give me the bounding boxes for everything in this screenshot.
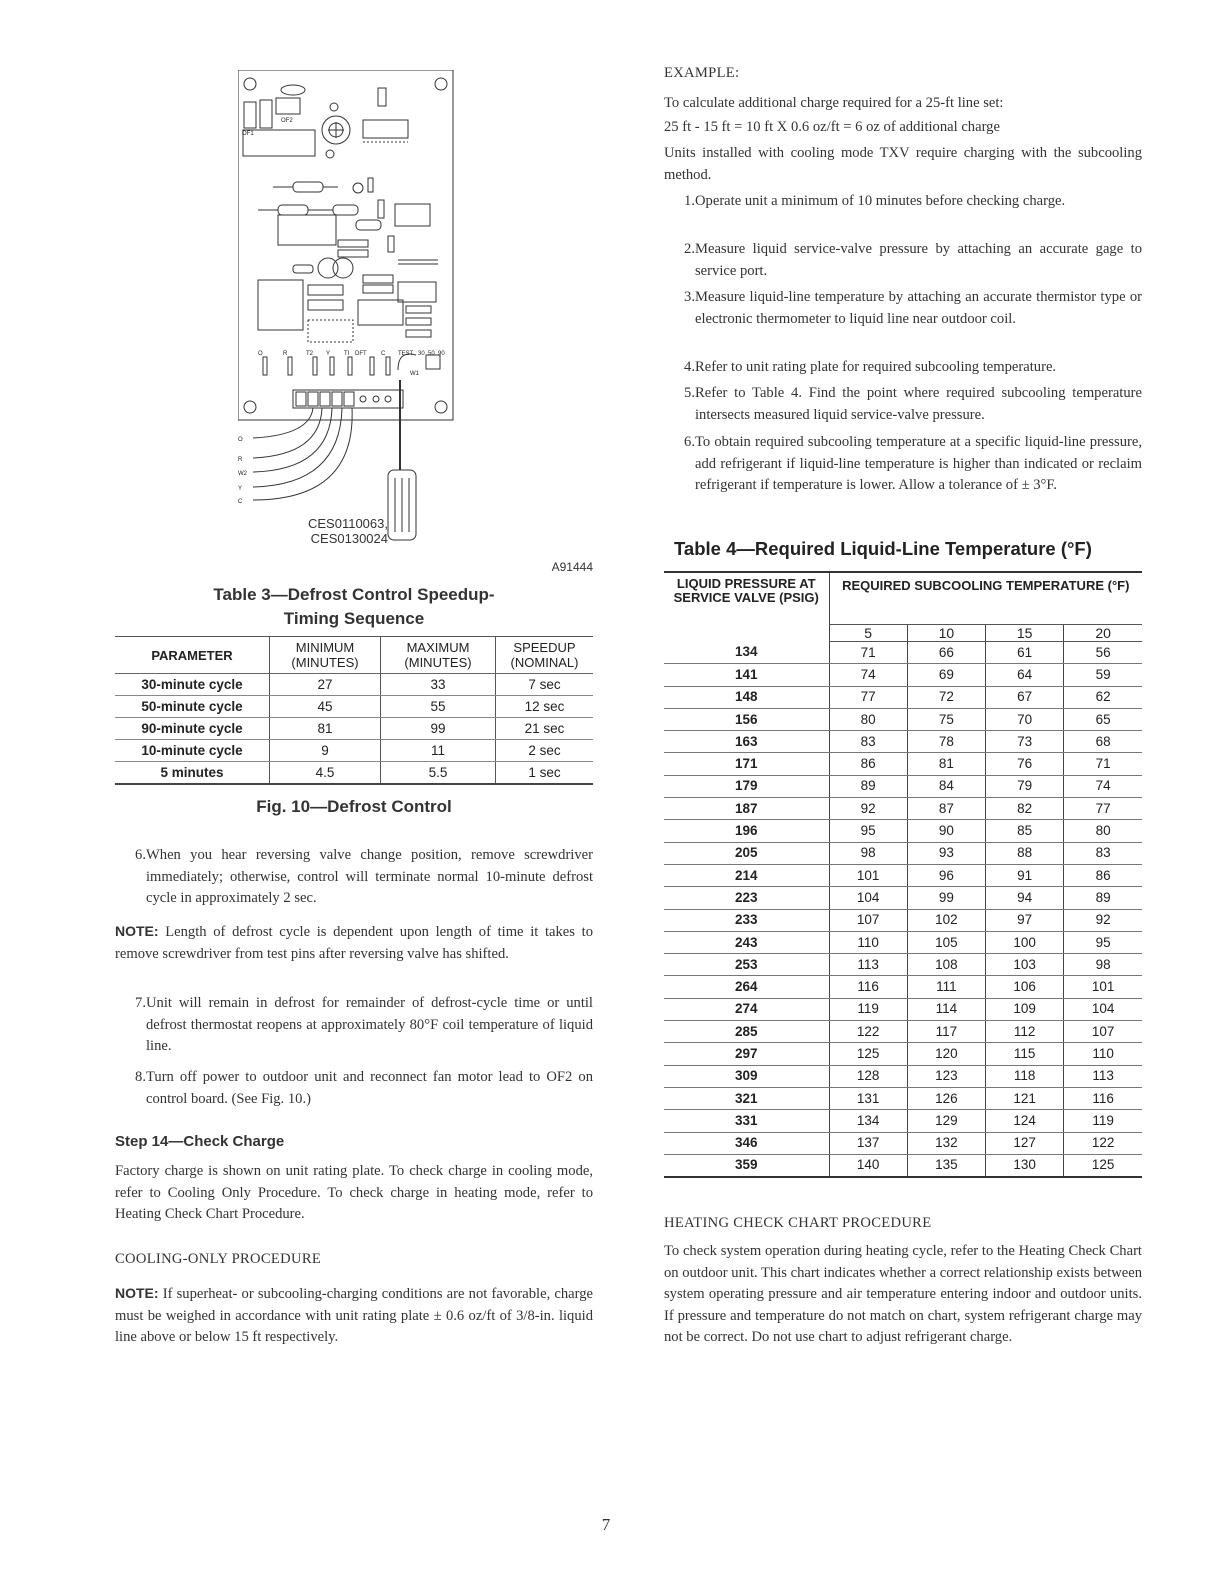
label-of1: OF1	[242, 131, 254, 137]
temperature-cell: 83	[829, 731, 907, 753]
temperature-cell: 134	[829, 1110, 907, 1132]
temperature-cell: 119	[829, 998, 907, 1020]
charge-step-4	[664, 357, 1142, 379]
pressure-cell: 179	[664, 775, 829, 797]
temperature-cell: 123	[907, 1065, 985, 1087]
temperature-cell: 120	[907, 1043, 985, 1065]
temperature-cell: 98	[1064, 954, 1142, 976]
temperature-cell: 114	[907, 998, 985, 1020]
temperature-cell: 81	[907, 753, 985, 775]
table-row	[664, 664, 1142, 686]
table-row	[115, 696, 593, 718]
temperature-cell: 67	[986, 686, 1064, 708]
note-charging	[115, 1283, 593, 1349]
page-number: 7	[601, 1515, 611, 1534]
terminal-label: 90	[438, 351, 445, 357]
step-number: 5.	[684, 385, 695, 401]
temperature-cell: 107	[829, 909, 907, 931]
temperature-cell: 137	[829, 1132, 907, 1154]
temperature-cell: 79	[986, 775, 1064, 797]
table-cell: 9	[270, 740, 381, 762]
charge-step-3	[664, 287, 1142, 330]
step-text: Refer to Table 4. Find the point where required subcooling temperature intersects measured liquid service-valve pressure.	[695, 385, 1142, 423]
note-text: If superheat- or subcooling-charging conditions are not favorable, charge must be weighed in accordance with unit rating plate ± 0.6 oz/ft of 3/8-in. liquid line above or below 15 ft respectively.	[115, 1286, 593, 1345]
table3-defrost-timing	[115, 636, 593, 785]
table-row	[664, 887, 1142, 909]
note-label: NOTE:	[115, 923, 159, 939]
table3-header: MAXIMUM (MINUTES)	[381, 637, 496, 674]
terminal-label: DFT	[355, 351, 367, 357]
pressure-cell: 205	[664, 842, 829, 864]
terminal-label: TEST	[398, 351, 414, 357]
step-7	[115, 993, 593, 1058]
ic-chip-2	[395, 204, 430, 226]
temperature-cell: 128	[829, 1065, 907, 1087]
temperature-cell: 132	[907, 1132, 985, 1154]
temperature-cell: 82	[986, 798, 1064, 820]
temperature-cell: 92	[829, 798, 907, 820]
temperature-cell: 106	[986, 976, 1064, 998]
temperature-cell: 89	[1064, 887, 1142, 909]
table-row	[664, 1043, 1142, 1065]
table4-header-subcooling: REQUIRED SUBCOOLING TEMPERATURE (°F)	[829, 572, 1142, 625]
fuse	[378, 88, 386, 106]
table-row	[115, 762, 593, 785]
temperature-cell: 116	[829, 976, 907, 998]
temperature-cell: 98	[829, 842, 907, 864]
pressure-cell: 243	[664, 931, 829, 953]
temperature-cell: 90	[907, 820, 985, 842]
charge-step-1	[664, 191, 1142, 213]
temperature-cell: 100	[986, 931, 1064, 953]
relay-body	[260, 100, 272, 128]
temperature-cell: 121	[986, 1087, 1064, 1109]
table-row	[664, 820, 1142, 842]
pressure-cell: 297	[664, 1043, 829, 1065]
table-row	[664, 775, 1142, 797]
temperature-cell: 96	[907, 864, 985, 886]
step-number: 1.	[684, 193, 695, 209]
table4-header-row	[664, 572, 1142, 625]
terminal-strip	[293, 390, 403, 408]
terminal-label: Y	[326, 351, 331, 357]
charge-step-5	[664, 383, 1142, 426]
temperature-cell: 108	[907, 954, 985, 976]
table-cell: 81	[270, 718, 381, 740]
subcool-value: 15	[986, 625, 1064, 642]
terminal-label: 50	[428, 351, 435, 357]
table-cell: 33	[381, 674, 496, 696]
wire-label: O	[238, 437, 243, 443]
temperature-cell: 76	[986, 753, 1064, 775]
ic-chip-3	[398, 282, 436, 302]
temperature-cell: 87	[907, 798, 985, 820]
pressure-cell: 331	[664, 1110, 829, 1132]
temperature-cell: 97	[986, 909, 1064, 931]
temperature-cell: 112	[986, 1021, 1064, 1043]
table-cell: 27	[270, 674, 381, 696]
temperature-cell: 74	[1064, 775, 1142, 797]
table3-title	[115, 583, 593, 631]
step-text: When you hear reversing valve change position, remove screwdriver immediately; otherwise, control will terminate normal 10-minute defrost cycle in approximately 2 sec.	[146, 847, 593, 906]
temperature-cell: 113	[1064, 1065, 1142, 1087]
charge-step-6	[664, 432, 1142, 497]
table-cell: 45	[270, 696, 381, 718]
temperature-cell: 93	[907, 842, 985, 864]
wire-label: C	[238, 499, 243, 505]
temperature-cell: 66	[907, 642, 985, 664]
temperature-cell: 62	[1064, 686, 1142, 708]
temperature-cell: 74	[829, 664, 907, 686]
table-cell: 10-minute cycle	[115, 740, 270, 762]
temperature-cell: 68	[1064, 731, 1142, 753]
temperature-cell: 61	[986, 642, 1064, 664]
step-text: To obtain required subcooling temperature at a specific liquid-line pressure, add refrigerant if liquid-line temperature is higher than indicated or reclaim refrigerant if temperature is lower. Allow a tolerance of ± 3°F.	[695, 434, 1142, 493]
terminal-label: T2	[306, 351, 314, 357]
step-6	[115, 845, 593, 910]
temperature-cell: 122	[1064, 1132, 1142, 1154]
temperature-cell: 130	[986, 1154, 1064, 1177]
relay-block	[243, 130, 315, 156]
temperature-cell: 115	[986, 1043, 1064, 1065]
temperature-cell: 85	[986, 820, 1064, 842]
pressure-cell: 196	[664, 820, 829, 842]
temperature-cell: 86	[1064, 864, 1142, 886]
temperature-cell: 119	[1064, 1110, 1142, 1132]
temperature-cell: 110	[829, 931, 907, 953]
table-cell: 55	[381, 696, 496, 718]
table-cell: 11	[381, 740, 496, 762]
example-heading: EXAMPLE:	[664, 65, 740, 81]
temperature-cell: 84	[907, 775, 985, 797]
temperature-cell: 103	[986, 954, 1064, 976]
subcool-value: 20	[1064, 625, 1142, 642]
temperature-cell: 78	[907, 731, 985, 753]
pressure-cell: 187	[664, 798, 829, 820]
temperature-cell: 140	[829, 1154, 907, 1177]
mounting-hole	[244, 78, 256, 90]
table-cell: 99	[381, 718, 496, 740]
temperature-cell: 118	[986, 1065, 1064, 1087]
terminal-label: TI	[344, 351, 350, 357]
temperature-cell: 59	[1064, 664, 1142, 686]
temperature-cell: 107	[1064, 1021, 1142, 1043]
table-row	[664, 864, 1142, 886]
temperature-cell: 109	[986, 998, 1064, 1020]
table4-title: Table 4—Required Liquid-Line Temperature (°F)	[674, 538, 1092, 559]
temperature-cell: 73	[986, 731, 1064, 753]
temperature-cell: 127	[986, 1132, 1064, 1154]
table-row	[664, 842, 1142, 864]
temperature-cell: 101	[1064, 976, 1142, 998]
table-row	[664, 731, 1142, 753]
step-text: Refer to unit rating plate for required subcooling temperature.	[695, 359, 1057, 375]
pressure-cell: 156	[664, 708, 829, 730]
pressure-cell: 253	[664, 954, 829, 976]
temperature-cell: 101	[829, 864, 907, 886]
transformer	[258, 280, 303, 330]
pressure-cell: 285	[664, 1021, 829, 1043]
temperature-cell: 104	[1064, 998, 1142, 1020]
table-row	[664, 642, 1142, 664]
table3-title-line1: Table 3—Defrost Control Speedup-	[213, 585, 495, 604]
temperature-cell: 75	[907, 708, 985, 730]
step14-text: Factory charge is shown on unit rating plate. To check charge in cooling mode, refer to Cooling Only Procedure. To check charge in heating mode, refer to Heating Check Chart Procedure.	[115, 1163, 593, 1222]
table-row	[664, 976, 1142, 998]
pressure-cell: 233	[664, 909, 829, 931]
pressure-cell: 134	[664, 642, 829, 664]
pressure-cell: 223	[664, 887, 829, 909]
temperature-cell: 56	[1064, 642, 1142, 664]
cooling-only-heading: COOLING-ONLY PROCEDURE	[115, 1251, 322, 1267]
pressure-cell: 163	[664, 731, 829, 753]
temperature-cell: 105	[907, 931, 985, 953]
table-row	[115, 718, 593, 740]
temperature-cell: 99	[907, 887, 985, 909]
pressure-cell: 274	[664, 998, 829, 1020]
table-row	[664, 1154, 1142, 1177]
table3-title-line2: Timing Sequence	[283, 609, 425, 628]
temperature-cell: 124	[986, 1110, 1064, 1132]
temperature-cell: 104	[829, 887, 907, 909]
wire-o	[253, 408, 313, 438]
table-cell: 50-minute cycle	[115, 696, 270, 718]
example-line-1: To calculate additional charge required for a 25-ft line set:	[664, 95, 1004, 111]
table-cell: 5 minutes	[115, 762, 270, 785]
terminal-label: O	[258, 351, 263, 357]
table-row	[115, 740, 593, 762]
table-cell: 5.5	[381, 762, 496, 785]
temperature-cell: 88	[986, 842, 1064, 864]
step-text: Unit will remain in defrost for remainder of defrost-cycle time or until defrost thermostat reopens at approximately 80°F coil temperature of liquid line.	[146, 995, 593, 1054]
pressure-cell: 141	[664, 664, 829, 686]
terminal-label: 30	[418, 351, 425, 357]
label-w1: W1	[410, 371, 419, 377]
step14-heading: Step 14—Check Charge	[115, 1133, 285, 1150]
temperature-cell: 135	[907, 1154, 985, 1177]
temperature-cell: 95	[829, 820, 907, 842]
relay-of1	[244, 102, 256, 128]
temperature-cell: 89	[829, 775, 907, 797]
temperature-cell: 71	[1064, 753, 1142, 775]
table-row	[664, 1087, 1142, 1109]
pressure-cell: 264	[664, 976, 829, 998]
relay-of2	[276, 98, 300, 114]
step-text: Measure liquid service-valve pressure by attaching an accurate gage to service port.	[695, 241, 1142, 279]
table-cell: 90-minute cycle	[115, 718, 270, 740]
charge-step-2	[664, 239, 1142, 282]
temperature-cell: 125	[829, 1043, 907, 1065]
pressure-cell: 321	[664, 1087, 829, 1109]
heating-check-text: To check system operation during heating cycle, refer to the Heating Check Chart on outdoor unit. This chart indicates whether a correct relationship exists between system operating pressure and air temperature entering indoor and outdoor units. If pressure and temperature do not match on chart, system refrigerant charge may not be correct. Do not use chart to adjust refrigerant charge.	[664, 1243, 1142, 1345]
note-text: Length of defrost cycle is dependent upon length of time it takes to remove screwdriver from test pins after reversing valve has shifted.	[115, 924, 593, 962]
table-row	[664, 753, 1142, 775]
note-label: NOTE:	[115, 1285, 159, 1301]
pressure-cell: 171	[664, 753, 829, 775]
table4-header-pressure: LIQUID PRESSURE AT SERVICE VALVE (PSIG)	[673, 576, 819, 605]
temperature-cell: 131	[829, 1087, 907, 1109]
pressure-cell: 346	[664, 1132, 829, 1154]
step-8	[115, 1067, 593, 1110]
step-text: Turn off power to outdoor unit and reconnect fan motor lead to OF2 on control board. (See Fig. 10.)	[146, 1069, 593, 1107]
label-of2: OF2	[281, 118, 293, 124]
temperature-cell: 64	[986, 664, 1064, 686]
table-cell: 7 sec	[496, 674, 594, 696]
step-number: 3.	[684, 289, 695, 305]
table-row	[664, 931, 1142, 953]
table4-body	[664, 642, 1142, 1178]
figure-code: A91444	[551, 560, 593, 574]
temperature-cell: 110	[1064, 1043, 1142, 1065]
step-number: 4.	[684, 359, 695, 375]
temperature-cell: 95	[1064, 931, 1142, 953]
step-number: 8.	[135, 1069, 146, 1085]
table-row	[115, 674, 593, 696]
mounting-hole	[435, 78, 447, 90]
table-row	[664, 798, 1142, 820]
temperature-cell: 77	[829, 686, 907, 708]
part-number-1: CES0110063,	[308, 516, 388, 531]
temperature-cell: 111	[907, 976, 985, 998]
wire-label: Y	[238, 486, 243, 492]
temperature-cell: 117	[907, 1021, 985, 1043]
temperature-cell: 125	[1064, 1154, 1142, 1177]
board-outline	[238, 70, 453, 420]
step-number: 6.	[684, 434, 695, 450]
step-text: Operate unit a minimum of 10 minutes before checking charge.	[695, 193, 1066, 209]
table4-liquid-line-temperature	[664, 571, 1142, 1178]
table3-header: MINIMUM (MINUTES)	[270, 637, 381, 674]
table-row	[664, 708, 1142, 730]
step-number: 2.	[684, 241, 695, 257]
mounting-hole	[435, 401, 447, 413]
temperature-cell: 126	[907, 1087, 985, 1109]
pressure-cell: 148	[664, 686, 829, 708]
note-defrost-length	[115, 921, 593, 965]
step-text: Measure liquid-line temperature by attaching an accurate thermistor type or electronic thermometer to liquid line near outdoor coil.	[695, 289, 1142, 327]
temperature-cell: 77	[1064, 798, 1142, 820]
table3-header: PARAMETER	[115, 637, 270, 674]
temperature-cell: 116	[1064, 1087, 1142, 1109]
table-cell: 21 sec	[496, 718, 594, 740]
step-number: 6.	[135, 847, 146, 863]
pressure-cell: 359	[664, 1154, 829, 1177]
table3-header-row	[115, 637, 593, 674]
heating-check-heading: HEATING CHECK CHART PROCEDURE	[664, 1215, 932, 1231]
table-row	[664, 1065, 1142, 1087]
table-row	[664, 686, 1142, 708]
part-number-2: CES0130024	[310, 531, 388, 546]
temperature-cell: 122	[829, 1021, 907, 1043]
capacitor	[281, 85, 305, 95]
table-cell: 1 sec	[496, 762, 594, 785]
temperature-cell: 94	[986, 887, 1064, 909]
txv-text: Units installed with cooling mode TXV require charging with the subcooling method.	[664, 145, 1142, 183]
defrost-control-board-diagram	[238, 70, 593, 550]
mounting-hole	[244, 401, 256, 413]
temperature-cell: 80	[1064, 820, 1142, 842]
table-row	[664, 1110, 1142, 1132]
ic-chip	[363, 120, 408, 138]
table-row	[664, 1021, 1142, 1043]
temperature-cell: 72	[907, 686, 985, 708]
temperature-cell: 70	[986, 708, 1064, 730]
table-row	[664, 909, 1142, 931]
table-row	[664, 998, 1142, 1020]
table-cell: 2 sec	[496, 740, 594, 762]
pressure-cell: 309	[664, 1065, 829, 1087]
temperature-cell: 129	[907, 1110, 985, 1132]
table-row	[664, 1132, 1142, 1154]
temperature-cell: 92	[1064, 909, 1142, 931]
terminal-label: C	[381, 351, 386, 357]
table-cell: 30-minute cycle	[115, 674, 270, 696]
terminal-label: R	[283, 351, 288, 357]
temperature-cell: 86	[829, 753, 907, 775]
temperature-cell: 102	[907, 909, 985, 931]
temperature-cell: 71	[829, 642, 907, 664]
subcool-value: 10	[907, 625, 985, 642]
wire-label: W2	[238, 471, 247, 477]
figure-caption: Fig. 10—Defrost Control	[256, 797, 452, 816]
table-cell: 12 sec	[496, 696, 594, 718]
subcool-value: 5	[829, 625, 907, 642]
temperature-cell: 80	[829, 708, 907, 730]
wire-w2	[253, 408, 332, 472]
step-number: 7.	[135, 995, 146, 1011]
table-row	[664, 954, 1142, 976]
temperature-cell: 113	[829, 954, 907, 976]
table3-header: SPEEDUP (NOMINAL)	[496, 637, 594, 674]
temperature-cell: 69	[907, 664, 985, 686]
relay-large	[278, 215, 336, 245]
temperature-cell: 65	[1064, 708, 1142, 730]
pressure-cell: 214	[664, 864, 829, 886]
table-cell: 4.5	[270, 762, 381, 785]
temperature-cell: 91	[986, 864, 1064, 886]
example-line-2: 25 ft - 15 ft = 10 ft X 0.6 oz/ft = 6 oz of additional charge	[664, 119, 1000, 135]
temperature-cell: 83	[1064, 842, 1142, 864]
wire-label: R	[238, 457, 243, 463]
